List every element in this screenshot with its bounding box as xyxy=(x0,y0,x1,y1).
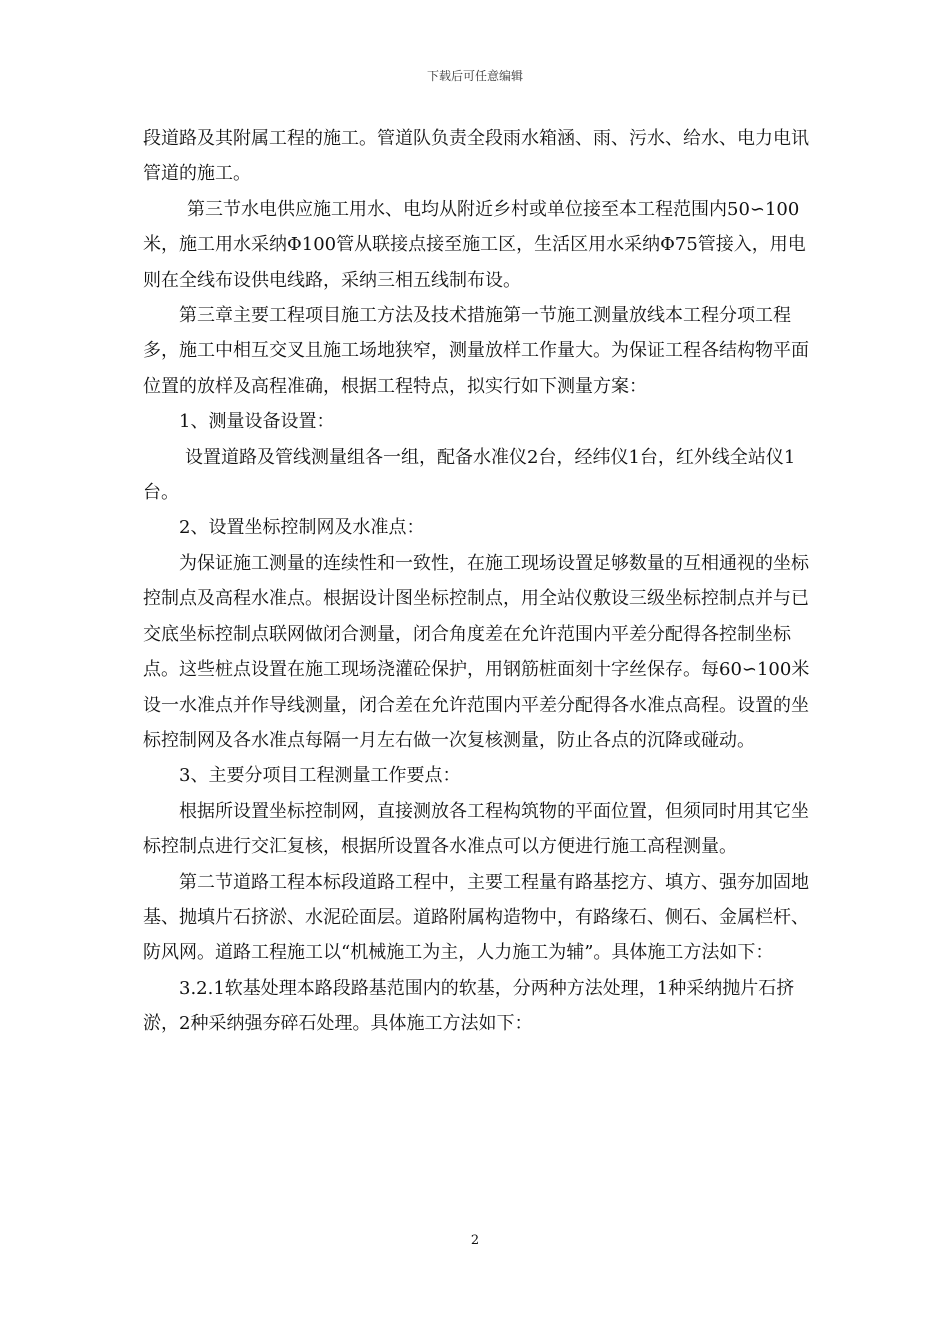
page-number: 2 xyxy=(470,1233,480,1248)
paragraph-2: 第三节水电供应施工用水、电均从附近乡村或单位接至本工程范围内50∽100米，施工用水采纳Φ100管从联接点接至施工区，生活区用水采纳Φ75管接入，用电则在全线布设供电线路，采纳三相五线制布设。 xyxy=(143,198,806,291)
paragraph-9: 根据所设置坐标控制网，直接测放各工程构筑物的平面位置，但须同时用其它坐标控制点进行交汇复核，根据所设置各水准点可以方便进行施工高程测量。 xyxy=(143,800,809,858)
paragraph-11: 3.2.1软基处理本路段路基范围内的软基，分两种方法处理，1种采纳抛片石挤淤，2种采纳强夯碎石处理。具体施工方法如下： xyxy=(143,977,795,1035)
paragraph-5: 设置道路及管线测量组各一组，配备水准仪2台，经纬仪1台，红外线全站仪1台。 xyxy=(143,446,796,504)
paragraph-4: 1、测量设备设置： xyxy=(179,411,335,433)
paragraph-1: 段道路及其附属工程的施工。管道队负责全段雨水箱涵、雨、污水、给水、电力电讯管道的施工。 xyxy=(143,128,809,185)
document-body xyxy=(143,121,813,1042)
paragraph-6: 2、设置坐标控制网及水准点： xyxy=(179,517,425,539)
paragraph-3: 第三章主要工程项目施工方法及技术措施第一节施工测量放线本工程分项工程多，施工中相互交叉且施工场地狭窄，测量放样工作量大。为保证工程各结构物平面位置的放样及高程准确，根据工程特点，拟实行如下测量方案： xyxy=(143,305,809,397)
paragraph-7: 为保证施工测量的连续性和一致性，在施工现场设置足够数量的互相通视的坐标控制点及高程水准点。根据设计图坐标控制点，用全站仪敷设三级坐标控制点并与已交底坐标控制点联网做闭合测量，闭合角度差在允许范围内平差分配得各控制坐标点。这些桩点设置在施工现场浇灌砼保护，用钢筋桩面刻十字丝保存。每60∽100米设一水准点并作导线测量，闭合差在允许范围内平差分配得各水准点高程。设置的坐标控制网及各水准点每隔一月左右做一次复核测量，防止各点的沉降或碰动。 xyxy=(143,552,810,751)
page-header: 下载后可任意编辑 xyxy=(426,69,523,83)
paragraph-10: 第二节道路工程本标段道路工程中，主要工程量有路基挖方、填方、强夯加固地基、抛填片石挤淤、水泥砼面层。道路附属构造物中，有路缘石、侧石、金属栏杆、防风网。道路工程施工以“机械施工为主，人力施工为辅”。具体施工方法如下： xyxy=(143,871,809,964)
paragraph-8: 3、主要分项目工程测量工作要点： xyxy=(179,765,461,787)
